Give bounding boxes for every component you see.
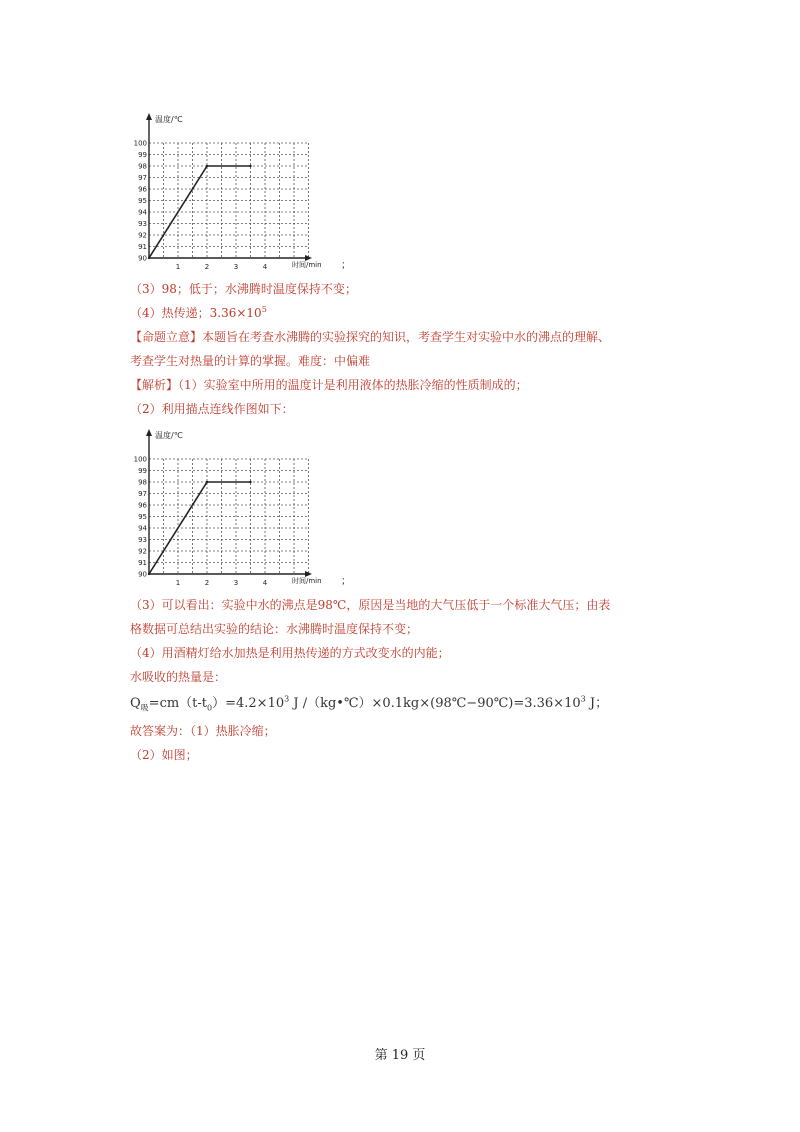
- data-point: [249, 481, 251, 483]
- analysis-line-2: （2）利用描点连线作图如下：: [130, 402, 294, 416]
- temperature-time-chart-1: [115, 110, 351, 275]
- analysis-line-3: （3）可以看出：实验中水的沸点是98℃，原因是当地的大气压低于一个标准大气压；由表: [130, 598, 611, 612]
- y-tick-label: 98: [138, 162, 147, 171]
- proposition-line-2: 考查学生对热量的计算的掌握。难度：中偏难: [130, 354, 371, 368]
- x-tick-label: 4: [262, 579, 268, 587]
- answer-4: [130, 304, 267, 321]
- formula-part-4: J；: [585, 696, 609, 711]
- formula-exp-1: 3: [284, 694, 290, 704]
- y-axis-label: 温度/℃: [155, 115, 183, 124]
- y-tick-label: 92: [138, 547, 147, 556]
- data-point: [249, 165, 251, 167]
- heat-formula: [130, 692, 608, 714]
- y-tick-label: 94: [138, 524, 147, 533]
- series-line: [149, 482, 251, 574]
- y-tick-label: 99: [138, 151, 147, 159]
- page-number: 第 19 页: [374, 1048, 426, 1063]
- y-tick-label: 97: [138, 174, 147, 182]
- y-tick-label: 97: [138, 490, 147, 498]
- y-tick-label: 96: [138, 501, 147, 510]
- y-tick-label: 94: [138, 208, 147, 217]
- formula-t0-sub: 0: [207, 703, 213, 713]
- series-line: [149, 166, 251, 258]
- y-tick-label: 96: [138, 185, 147, 194]
- y-tick-label: 95: [138, 197, 147, 205]
- analysis-line-5: （4）用酒精灯给水加热是利用热传递的方式改变水的内能；: [130, 646, 450, 660]
- data-point: [148, 257, 150, 259]
- y-tick-label: 100: [133, 139, 147, 148]
- x-tick-label: 4: [262, 263, 268, 271]
- y-tick-label: 92: [138, 231, 147, 240]
- data-point: [206, 481, 208, 483]
- x-tick-label: 3: [233, 579, 239, 587]
- formula-exp-2: 3: [580, 694, 586, 704]
- answer-4-exp: 5: [261, 305, 267, 314]
- x-tick-label: 3: [233, 263, 239, 271]
- x-axis-label: 时间/min: [292, 261, 322, 269]
- analysis-line-4: 格数据可总结出实验的结论：水沸腾时温度保持不变；: [130, 622, 419, 636]
- y-axis-label: 温度/℃: [155, 431, 183, 440]
- chart-svg-2: [115, 426, 345, 591]
- y-tick-label: 95: [138, 513, 147, 521]
- x-tick-label: 2: [204, 579, 210, 587]
- y-axis-arrow: [146, 113, 152, 120]
- analysis-line-6: 水吸收的热量是：: [130, 670, 227, 684]
- data-point: [206, 165, 208, 167]
- y-tick-label: 98: [138, 478, 147, 487]
- formula-part-3: J /（kg•℃）×0.1kg×(98℃−90℃)=3.36×10: [289, 696, 581, 711]
- y-tick-label: 93: [138, 220, 147, 228]
- y-tick-label: 99: [138, 467, 147, 475]
- chart-2-suffix: ；: [341, 576, 351, 587]
- answer-4-text: （4）热传递；3.36×10: [130, 306, 262, 320]
- y-tick-label: 91: [138, 559, 147, 567]
- chart-1-suffix: ；: [341, 260, 351, 271]
- answer-summary-2: （2）如图；: [130, 748, 198, 762]
- formula-part-1: =cm（t-t: [148, 696, 208, 711]
- y-tick-label: 91: [138, 243, 147, 251]
- x-tick-label: 1: [175, 263, 181, 271]
- data-point: [148, 573, 150, 575]
- answer-3: （3）98；低于；水沸腾时温度保持不变；: [130, 282, 357, 296]
- x-tick-label: 2: [204, 263, 210, 271]
- y-tick-label: 93: [138, 536, 147, 544]
- y-tick-label: 90: [138, 570, 147, 579]
- answer-summary-1: 故答案为：（1）热胀冷缩；: [130, 724, 276, 738]
- formula-q-sub: 吸: [140, 703, 149, 713]
- y-tick-label: 100: [133, 455, 147, 464]
- chart-svg-1: [115, 110, 345, 275]
- analysis-line-1: 【解析】（1）实验室中所用的温度计是利用液体的热胀冷缩的性质制成的；: [130, 378, 528, 392]
- temperature-time-chart-2: [115, 426, 351, 591]
- formula-q: Q: [130, 696, 141, 711]
- y-tick-label: 90: [138, 254, 147, 263]
- formula-part-2: ）=4.2×10: [212, 696, 285, 711]
- x-axis-label: 时间/min: [292, 577, 322, 585]
- y-axis-arrow: [146, 429, 152, 436]
- x-tick-label: 1: [175, 579, 181, 587]
- proposition-line-1: 【命题立意】本题旨在考查水沸腾的实验探究的知识，考查学生对实验中水的沸点的理解、: [130, 330, 611, 344]
